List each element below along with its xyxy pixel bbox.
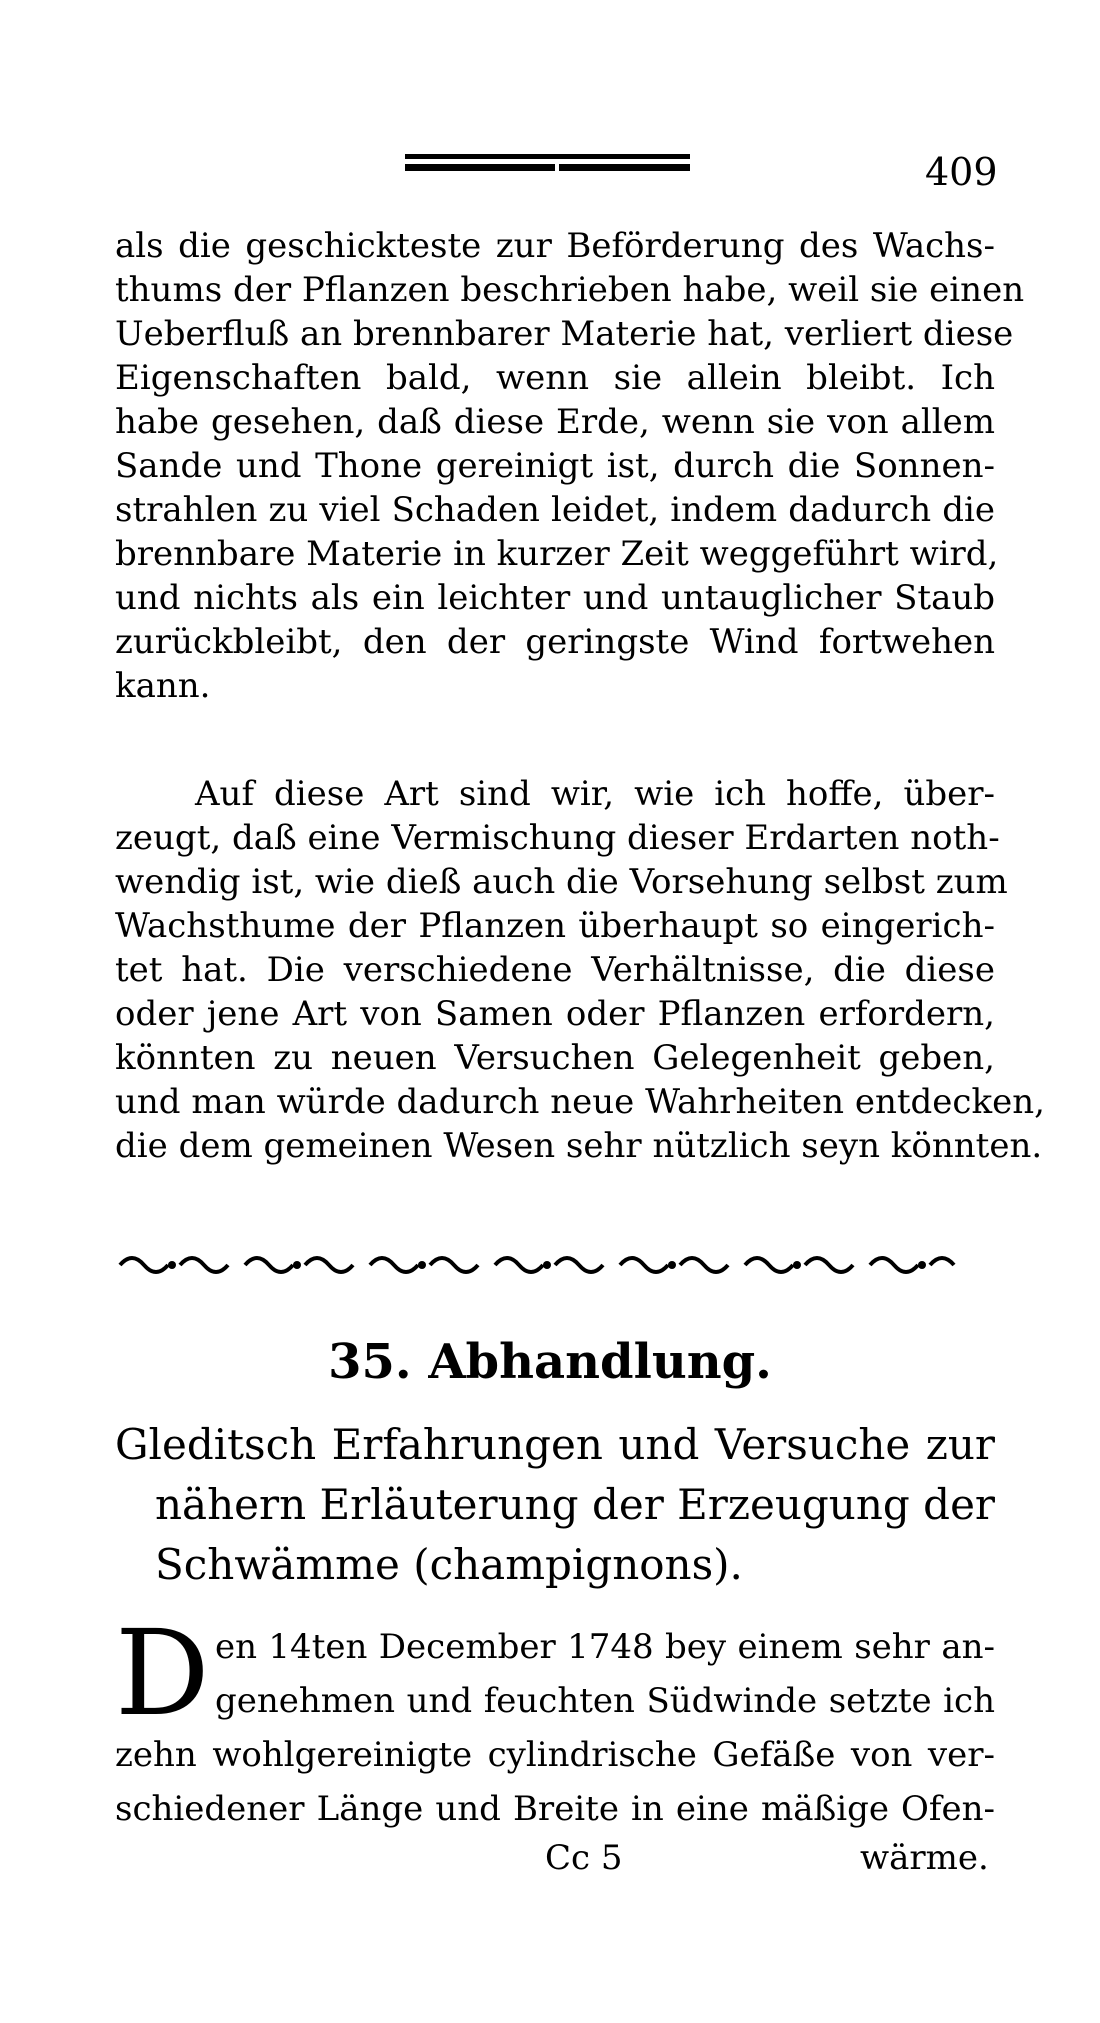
text-line: genehmen und feuchten Südwinde setzte ich — [215, 1681, 995, 1721]
text-line: und nichts als ein leichter und untauglicher Staub — [115, 578, 995, 618]
subtitle-line: nähern Erläuterung der Erzeugung der — [155, 1480, 995, 1529]
subtitle-line: Schwämme (champignons). — [155, 1540, 743, 1589]
text-line: zeugt, daß eine Vermischung dieser Erdarten noth- — [115, 818, 1000, 858]
text-line: strahlen zu viel Schaden leidet, indem dadurch die — [115, 490, 995, 530]
header-rule — [405, 152, 690, 178]
paragraph-1 — [115, 224, 1025, 708]
text-line: Auf diese Art sind wir, wie ich hoffe, über- — [195, 774, 995, 814]
text-line: Sande und Thone gereinigt ist, durch die Sonnen- — [115, 446, 995, 486]
text-line: könnten zu neuen Versuchen Gelegenheit geben, — [115, 1038, 995, 1078]
text-line: oder jene Art von Samen oder Pflanzen erfordern, — [115, 994, 995, 1034]
chapter-subtitle — [115, 1415, 995, 1595]
text-line: brennbare Materie in kurzer Zeit weggeführt wird, — [115, 534, 999, 574]
text-line: und man würde dadurch neue Wahrheiten entdecken, — [115, 1082, 1045, 1122]
text-line: kann. — [115, 666, 211, 706]
text-line: wendig ist, wie dieß auch die Vorsehung selbst zum — [115, 862, 1008, 902]
text-line: Eigenschaften bald, wenn sie allein bleibt. Ich — [115, 358, 995, 398]
text-line: tet hat. Die verschiedene Verhältnisse, die diese — [115, 950, 995, 990]
text-line: die dem gemeinen Wesen sehr nützlich seyn könnten. — [115, 1126, 1043, 1166]
subtitle-line: Gleditsch Erfahrungen und Versuche zur — [115, 1420, 995, 1469]
text-line: Ueberfluß an brennbarer Materie hat, verliert diese — [115, 314, 1014, 354]
drop-capital: D — [115, 1604, 210, 1742]
text-line: als die geschickteste zur Beförderung des Wachs- — [115, 226, 995, 266]
signature-mark: Cc 5 — [545, 1838, 623, 1878]
ornament-divider — [110, 1245, 990, 1285]
page-number: 409 — [925, 150, 998, 194]
catchword: wärme. — [860, 1838, 989, 1878]
chapter-heading: 35. Abhandlung. — [328, 1334, 772, 1390]
paragraph-2 — [115, 772, 1045, 1168]
text-line: habe gesehen, daß diese Erde, wenn sie von allem — [115, 402, 995, 442]
text-line: schiedener Länge und Breite in eine mäßige Ofen- — [115, 1789, 995, 1829]
text-line: zurückbleibt, den der geringste Wind fortwehen — [115, 622, 995, 662]
text-line: en 14ten December 1748 bey einem sehr an- — [215, 1627, 995, 1667]
paragraph-3 — [115, 1604, 995, 1836]
text-line: Wachsthume der Pflanzen überhaupt so eingerich- — [115, 906, 995, 946]
text-line: thums der Pflanzen beschrieben habe, weil sie einen — [115, 270, 1025, 310]
text-line: zehn wohlgereinigte cylindrische Gefäße von ver- — [115, 1735, 995, 1775]
